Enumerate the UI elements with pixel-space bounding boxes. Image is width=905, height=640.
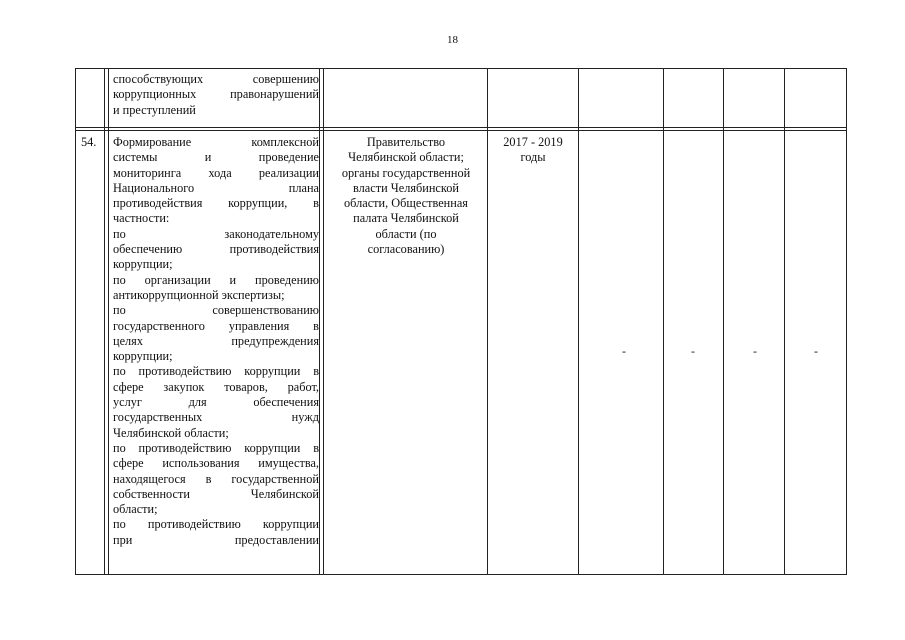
- row-54-desc-line: государственных нужд: [113, 410, 319, 425]
- row-54-dash-3: -: [753, 344, 757, 358]
- row-prev-desc-line: коррупционных правонарушений: [113, 87, 319, 102]
- row-border: [75, 127, 847, 128]
- row-54-desc-line: Челябинской области;: [113, 425, 229, 440]
- row-54-desc-line: Национального плана: [113, 180, 319, 195]
- col-border: [323, 68, 324, 575]
- row-border: [75, 68, 847, 69]
- col-border: [319, 68, 320, 575]
- row-54-desc-line: коррупции;: [113, 349, 173, 364]
- row-54-desc-line: мониторинга хода реализации: [113, 165, 319, 180]
- col-border: [723, 68, 724, 575]
- row-54-desc-line: обеспечению противодействия: [113, 242, 319, 257]
- row-54-desc-line: по противодействию коррупции в: [113, 440, 319, 455]
- row-54-exec-line: согласованию): [367, 242, 445, 257]
- table: [75, 68, 847, 575]
- row-prev-desc-line: способствующих совершению: [113, 72, 319, 86]
- row-54-desc-line: по противодействию коррупции в: [113, 364, 319, 379]
- row-54-term-line: годы: [520, 150, 546, 165]
- row-54-desc-line: антикоррупционной экспертизы;: [113, 287, 285, 302]
- row-54-desc-line: по законодательному: [113, 226, 319, 241]
- row-54-desc-line: целях предупреждения: [113, 333, 319, 348]
- row-54-desc-line: коррупции;: [113, 257, 173, 272]
- row-54-exec-line: власти Челябинской: [353, 180, 459, 195]
- row-54-dash-1: -: [622, 344, 626, 358]
- row-prev-description: [113, 72, 319, 118]
- row-54-desc-line: находящегося в государственной: [113, 471, 319, 486]
- row-54-desc-line: при предоставлении: [113, 532, 319, 547]
- col-border: [578, 68, 579, 575]
- row-54-desc-line: противодействия коррупции, в: [113, 196, 319, 211]
- row-border: [75, 130, 847, 131]
- row-54-executor: [325, 135, 487, 257]
- row-54-desc-line: услуг для обеспечения: [113, 395, 319, 410]
- row-54-exec-line: области, Общественная: [344, 196, 468, 211]
- row-54-dash-4: -: [814, 344, 818, 358]
- col-border: [663, 68, 664, 575]
- row-54-desc-line: системы и проведение: [113, 150, 319, 165]
- page-number: 18: [447, 34, 458, 46]
- col-border: [104, 68, 105, 575]
- row-54-desc-line: государственного управления в: [113, 318, 319, 333]
- row-54-description: [113, 135, 319, 548]
- row-54-desc-line: частности:: [113, 211, 170, 226]
- row-54-desc-line: по противодействию коррупции: [113, 517, 319, 532]
- row-54-exec-line: Правительство: [366, 135, 446, 149]
- col-border: [846, 68, 847, 575]
- col-border: [108, 68, 109, 575]
- col-border: [784, 68, 785, 575]
- row-54-desc-line: сфере закупок товаров, работ,: [113, 379, 319, 394]
- row-54-exec-line: палата Челябинской: [353, 211, 459, 226]
- row-54-desc-line: сфере использования имущества,: [113, 456, 319, 471]
- row-54-dash-2: -: [691, 344, 695, 358]
- row-54-exec-line: органы государственной: [341, 165, 471, 180]
- row-54-term: [488, 135, 578, 166]
- row-border: [75, 574, 847, 575]
- row-54-term-line: 2017 - 2019: [503, 135, 563, 149]
- row-54-exec-line: области (по: [375, 226, 437, 241]
- row-prev-desc-line: и преступлений: [113, 102, 196, 117]
- row-54-desc-line: по организации и проведению: [113, 272, 319, 287]
- row-54-desc-line: собственности Челябинской: [113, 486, 319, 501]
- row-54-number: 54.: [81, 135, 97, 149]
- col-border: [75, 68, 76, 575]
- row-54-exec-line: Челябинской области;: [348, 150, 464, 165]
- row-54-desc-line: области;: [113, 502, 158, 517]
- row-54-desc-line: по совершенствованию: [113, 303, 319, 318]
- row-54-desc-line: Формирование комплексной: [113, 135, 319, 149]
